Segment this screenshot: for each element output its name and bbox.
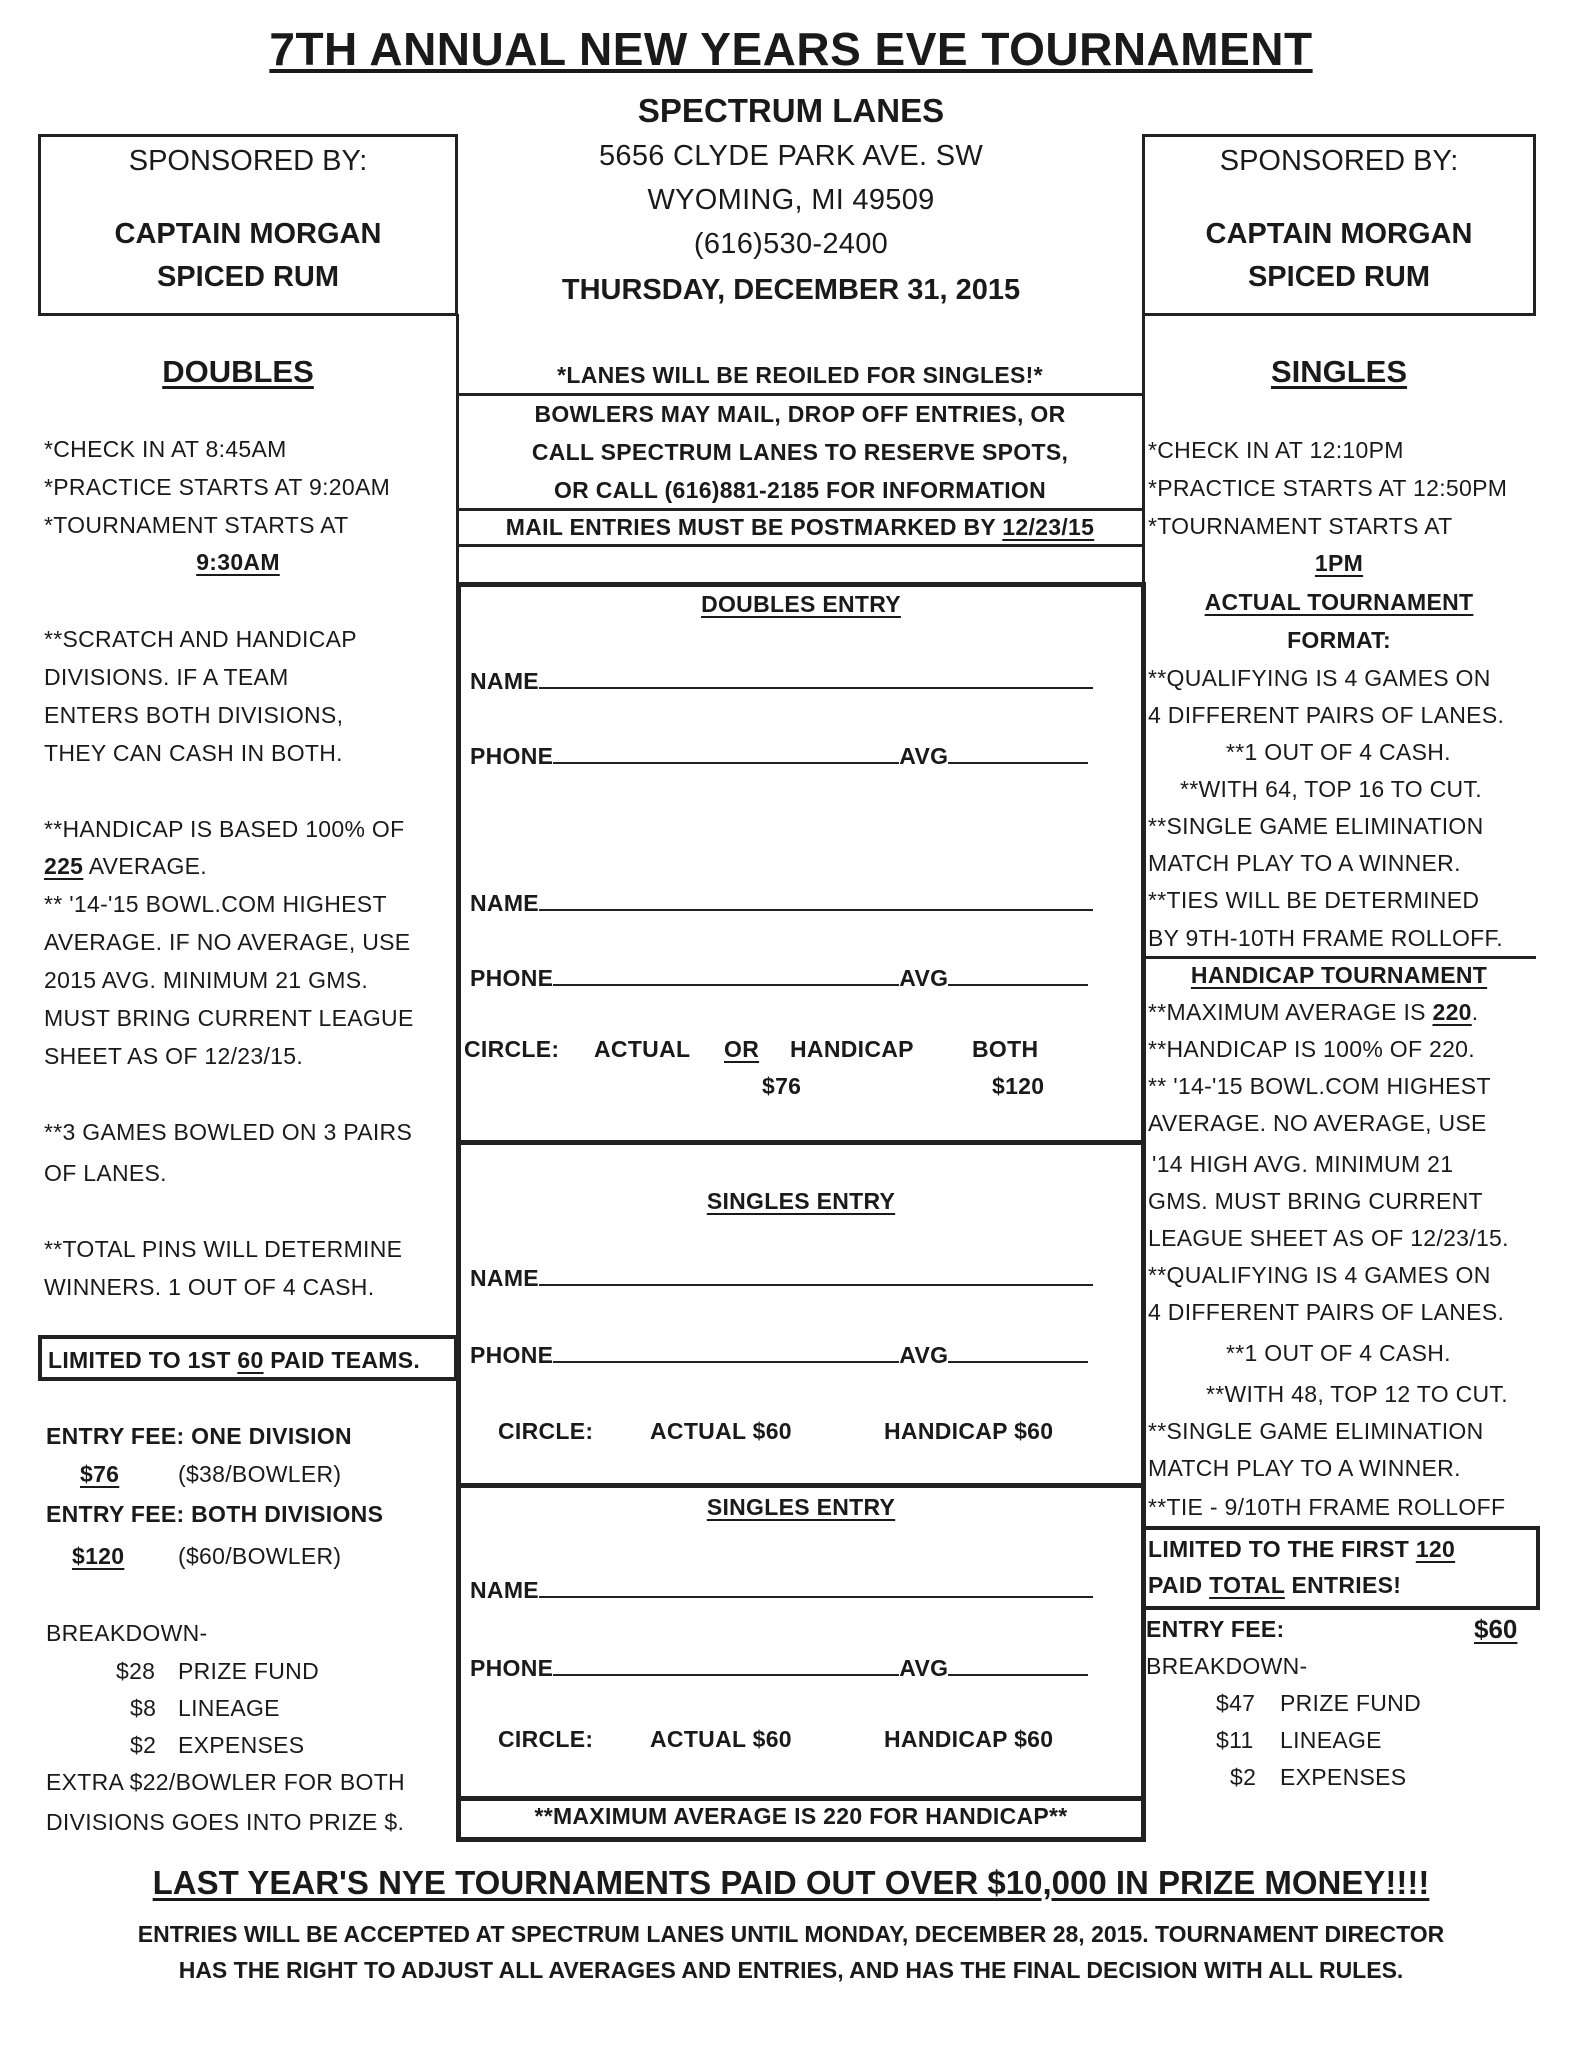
singles-rule: 4 DIFFERENT PAIRS OF LANES. — [1148, 702, 1505, 728]
phone-label: PHONE — [470, 743, 554, 769]
mail-info-line: OR CALL (616)881-2185 FOR INFORMATION — [553, 477, 1047, 503]
doubles-limit-text: LIMITED TO 1ST 60 PAID TEAMS. — [48, 1347, 421, 1373]
doubles-rule: DIVISIONS. IF A TEAM — [44, 664, 289, 690]
name-label: NAME — [470, 1577, 539, 1603]
singles-rule: **HANDICAP IS 100% OF 220. — [1148, 1036, 1475, 1062]
singles-name-1[interactable] — [470, 1262, 1093, 1292]
doubles-extra-note: DIVISIONS GOES INTO PRIZE $. — [46, 1809, 405, 1835]
divider — [456, 1483, 1146, 1488]
singles-rule: MATCH PLAY TO A WINNER. — [1148, 1455, 1461, 1481]
divider — [456, 1796, 1146, 1801]
avg-field[interactable] — [948, 740, 1088, 764]
name-field[interactable] — [539, 1262, 1093, 1286]
singles-rule: AVERAGE. NO AVERAGE, USE — [1148, 1110, 1487, 1136]
doubles-heading: DOUBLES — [162, 354, 314, 389]
doubles-rule: THEY CAN CASH IN BOTH. — [44, 740, 343, 766]
doubles-fee-one-amount: $76 — [80, 1461, 120, 1487]
singles-breakdown: BREAKDOWN- — [1146, 1653, 1308, 1679]
singles-breakdown-amount: $47 — [1216, 1690, 1256, 1716]
doubles-rule: **HANDICAP IS BASED 100% OF — [44, 816, 405, 842]
phone-field[interactable] — [553, 1339, 899, 1363]
venue-phone: (616)530-2400 — [693, 228, 889, 260]
singles-limit-box — [1142, 1526, 1540, 1610]
doubles-rule: **3 GAMES BOWLED ON 3 PAIRS — [44, 1119, 413, 1145]
singles-rule: 4 DIFFERENT PAIRS OF LANES. — [1148, 1299, 1505, 1325]
singles-rule: **SINGLE GAME ELIMINATION — [1148, 813, 1484, 839]
singles-rule: **1 OUT OF 4 CASH. — [1226, 1340, 1451, 1366]
sponsor-label: SPONSORED BY: — [128, 145, 368, 177]
price-one-division: $76 — [762, 1073, 802, 1099]
singles-rule: '14 HIGH AVG. MINIMUM 21 — [1152, 1151, 1454, 1177]
phone-field[interactable] — [553, 740, 899, 764]
doubles-breakdown-label: EXPENSES — [178, 1732, 305, 1758]
page-title: 7TH ANNUAL NEW YEARS EVE TOURNAMENT — [269, 23, 1313, 75]
singles-rule: **TIE - 9/10TH FRAME ROLLOFF — [1148, 1494, 1506, 1520]
circle-label: CIRCLE: — [464, 1036, 560, 1062]
option-handicap-60[interactable]: HANDICAP $60 — [884, 1726, 1054, 1752]
avg-label: AVG — [899, 965, 949, 991]
doubles-rule: WINNERS. 1 OUT OF 4 CASH. — [44, 1274, 375, 1300]
avg-label: AVG — [899, 743, 949, 769]
singles-actual-heading: FORMAT: — [1287, 627, 1391, 653]
doubles-handicap-suffix: AVERAGE. — [83, 853, 207, 879]
doubles-fee-both-amount: $120 — [72, 1543, 125, 1569]
singles-rule: **SINGLE GAME ELIMINATION — [1148, 1418, 1484, 1444]
doubles-fee-one-label: ENTRY FEE: ONE DIVISION — [46, 1423, 352, 1449]
singles-name-2[interactable] — [470, 1574, 1093, 1604]
doubles-phone-2[interactable] — [470, 962, 1088, 992]
doubles-handicap-base: 225 — [44, 853, 84, 879]
sponsor-product: SPICED RUM — [156, 261, 340, 293]
doubles-start-time: 9:30AM — [196, 549, 280, 575]
postmark-text: MAIL ENTRIES MUST BE POSTMARKED BY — [505, 514, 1003, 540]
sponsor-product: SPICED RUM — [1247, 261, 1431, 293]
sponsor-name: CAPTAIN MORGAN — [1205, 218, 1473, 250]
name-label: NAME — [470, 668, 539, 694]
singles-rule: **1 OUT OF 4 CASH. — [1226, 739, 1451, 765]
divider — [456, 544, 1144, 547]
singles-starts: *TOURNAMENT STARTS AT — [1148, 513, 1453, 539]
doubles-rule: **TOTAL PINS WILL DETERMINE — [44, 1236, 403, 1262]
doubles-checkin: *CHECK IN AT 8:45AM — [44, 436, 287, 462]
avg-field[interactable] — [948, 1652, 1088, 1676]
singles-breakdown-amount: $2 — [1230, 1764, 1257, 1790]
avg-field[interactable] — [948, 962, 1088, 986]
divider — [456, 508, 1144, 511]
doubles-fee-one-per: ($38/BOWLER) — [178, 1461, 342, 1487]
doubles-rule: ** '14-'15 BOWL.COM HIGHEST — [44, 891, 387, 917]
singles-rule: MATCH PLAY TO A WINNER. — [1148, 850, 1461, 876]
singles-rule: **WITH 48, TOP 12 TO CUT. — [1206, 1381, 1508, 1407]
doubles-name-2[interactable] — [470, 887, 1093, 917]
singles-handicap-heading: HANDICAP TOURNAMENT — [1190, 962, 1488, 988]
singles-rule: **TIES WILL BE DETERMINED — [1148, 887, 1480, 913]
name-label: NAME — [470, 1265, 539, 1291]
divider — [456, 393, 1144, 396]
avg-label: AVG — [899, 1655, 949, 1681]
divider — [456, 1140, 1146, 1145]
singles-breakdown-label: PRIZE FUND — [1280, 1690, 1421, 1716]
sponsor-box-right — [1142, 134, 1536, 316]
phone-field[interactable] — [553, 962, 899, 986]
singles-fee-amount: $60 — [1474, 1614, 1518, 1644]
postmark-date: 12/23/15 — [1002, 514, 1095, 540]
doubles-fee-both-per: ($60/BOWLER) — [178, 1543, 342, 1569]
name-field[interactable] — [539, 665, 1093, 689]
option-handicap-60[interactable]: HANDICAP $60 — [884, 1418, 1054, 1444]
name-field[interactable] — [539, 1574, 1093, 1598]
option-both[interactable]: BOTH — [972, 1036, 1039, 1062]
singles-rule: BY 9TH-10TH FRAME ROLLOFF. — [1148, 925, 1504, 951]
option-actual-60[interactable]: ACTUAL $60 — [650, 1726, 792, 1752]
singles-limit-value: 120 — [1415, 1536, 1456, 1562]
singles-checkin: *CHECK IN AT 12:10PM — [1148, 437, 1404, 463]
singles-heading: SINGLES — [1270, 354, 1408, 389]
option-actual-60[interactable]: ACTUAL $60 — [650, 1418, 792, 1444]
doubles-limit-box — [38, 1335, 458, 1381]
footer-note: HAS THE RIGHT TO ADJUST ALL AVERAGES AND ENTRIES, AND HAS THE FINAL DECISION WITH ALL RULES. — [178, 1957, 1404, 1983]
option-actual[interactable]: ACTUAL — [594, 1036, 691, 1062]
doubles-name-1[interactable] — [470, 665, 1093, 695]
doubles-breakdown-amount: $8 — [130, 1695, 157, 1721]
avg-label: AVG — [899, 1342, 949, 1368]
max-average-note: **MAXIMUM AVERAGE IS 220 FOR HANDICAP** — [534, 1803, 1068, 1829]
singles-rule: **WITH 64, TOP 16 TO CUT. — [1180, 776, 1482, 802]
circle-label: CIRCLE: — [498, 1726, 594, 1752]
doubles-rule: MUST BRING CURRENT LEAGUE — [44, 1005, 414, 1031]
singles-rule: **MAXIMUM AVERAGE IS 220. — [1148, 999, 1479, 1025]
doubles-extra-note: EXTRA $22/BOWLER FOR BOTH — [46, 1769, 405, 1795]
doubles-limit-value: 60 — [237, 1347, 264, 1373]
doubles-breakdown-label: PRIZE FUND — [178, 1658, 319, 1684]
doubles-practice: *PRACTICE STARTS AT 9:20AM — [44, 474, 391, 500]
singles-breakdown-label: EXPENSES — [1280, 1764, 1407, 1790]
doubles-breakdown-amount: $2 — [130, 1732, 157, 1758]
doubles-rule: ENTERS BOTH DIVISIONS, — [44, 702, 344, 728]
postmark-deadline — [456, 514, 1144, 541]
mail-info-line: BOWLERS MAY MAIL, DROP OFF ENTRIES, OR — [534, 401, 1066, 427]
divider — [1144, 956, 1536, 959]
circle-label: CIRCLE: — [498, 1418, 594, 1444]
singles-rule: LEAGUE SHEET AS OF 12/23/15. — [1148, 1225, 1509, 1251]
name-field[interactable] — [539, 887, 1093, 911]
singles-entry-title: SINGLES ENTRY — [706, 1188, 896, 1214]
doubles-phone-1[interactable] — [470, 740, 1088, 770]
sponsor-name: CAPTAIN MORGAN — [114, 218, 382, 250]
singles-entry-title: SINGLES ENTRY — [706, 1494, 896, 1520]
avg-field[interactable] — [948, 1339, 1088, 1363]
option-handicap[interactable]: HANDICAP — [790, 1036, 914, 1062]
singles-rule: ** '14-'15 BOWL.COM HIGHEST — [1148, 1073, 1491, 1099]
sponsor-box-left — [38, 134, 458, 316]
singles-phone-2[interactable] — [470, 1652, 1088, 1682]
venue-address-street: 5656 CLYDE PARK AVE. SW — [598, 140, 984, 172]
sponsor-label: SPONSORED BY: — [1219, 145, 1459, 177]
singles-phone-1[interactable] — [470, 1339, 1088, 1369]
prize-headline: LAST YEAR'S NYE TOURNAMENTS PAID OUT OVER $10,000 IN PRIZE MONEY!!!! — [152, 1864, 1430, 1901]
doubles-breakdown: BREAKDOWN- — [46, 1620, 208, 1646]
doubles-breakdown-label: LINEAGE — [178, 1695, 280, 1721]
doubles-rule: 2015 AVG. MINIMUM 21 GMS. — [44, 967, 369, 993]
singles-breakdown-amount: $11 — [1216, 1727, 1254, 1753]
doubles-starts: *TOURNAMENT STARTS AT — [44, 512, 349, 538]
singles-limit-text: PAID TOTAL ENTRIES! — [1148, 1572, 1402, 1598]
singles-limit-total: TOTAL — [1209, 1572, 1285, 1598]
singles-rule: **QUALIFYING IS 4 GAMES ON — [1148, 665, 1491, 691]
doubles-rule: **SCRATCH AND HANDICAP — [44, 626, 357, 652]
doubles-rule: AVERAGE. IF NO AVERAGE, USE — [44, 929, 411, 955]
phone-label: PHONE — [470, 965, 554, 991]
doubles-breakdown-amount: $28 — [116, 1658, 156, 1684]
venue-name: SPECTRUM LANES — [637, 92, 945, 129]
singles-rule: GMS. MUST BRING CURRENT — [1148, 1188, 1483, 1214]
singles-actual-heading: ACTUAL TOURNAMENT — [1204, 589, 1474, 615]
option-or: OR — [724, 1036, 760, 1062]
reoil-notice: *LANES WILL BE REOILED FOR SINGLES!* — [557, 362, 1043, 388]
singles-fee-label: ENTRY FEE: — [1146, 1616, 1285, 1642]
phone-field[interactable] — [553, 1652, 899, 1676]
phone-label: PHONE — [470, 1342, 554, 1368]
doubles-rule: SHEET AS OF 12/23/15. — [44, 1043, 304, 1069]
name-label: NAME — [470, 890, 539, 916]
doubles-rule: OF LANES. — [44, 1160, 167, 1186]
mail-info-line: CALL SPECTRUM LANES TO RESERVE SPOTS, — [531, 439, 1069, 465]
doubles-entry-title: DOUBLES ENTRY — [701, 591, 901, 617]
singles-start-time: 1PM — [1314, 550, 1364, 576]
price-both-divisions: $120 — [992, 1073, 1045, 1099]
footer-note: ENTRIES WILL BE ACCEPTED AT SPECTRUM LANES UNTIL MONDAY, DECEMBER 28, 2015. TOURNAMENT DIRECTOR — [137, 1921, 1445, 1947]
singles-rule: **QUALIFYING IS 4 GAMES ON — [1148, 1262, 1491, 1288]
doubles-rule — [44, 853, 207, 880]
doubles-fee-both-label: ENTRY FEE: BOTH DIVISIONS — [46, 1501, 384, 1527]
singles-breakdown-label: LINEAGE — [1280, 1727, 1382, 1753]
event-date: THURSDAY, DECEMBER 31, 2015 — [561, 274, 1021, 306]
phone-label: PHONE — [470, 1655, 554, 1681]
singles-max-average: 220 — [1432, 999, 1472, 1025]
singles-limit-text: LIMITED TO THE FIRST 120 — [1148, 1536, 1456, 1562]
venue-address-city: WYOMING, MI 49509 — [647, 184, 935, 216]
singles-practice: *PRACTICE STARTS AT 12:50PM — [1148, 475, 1508, 501]
